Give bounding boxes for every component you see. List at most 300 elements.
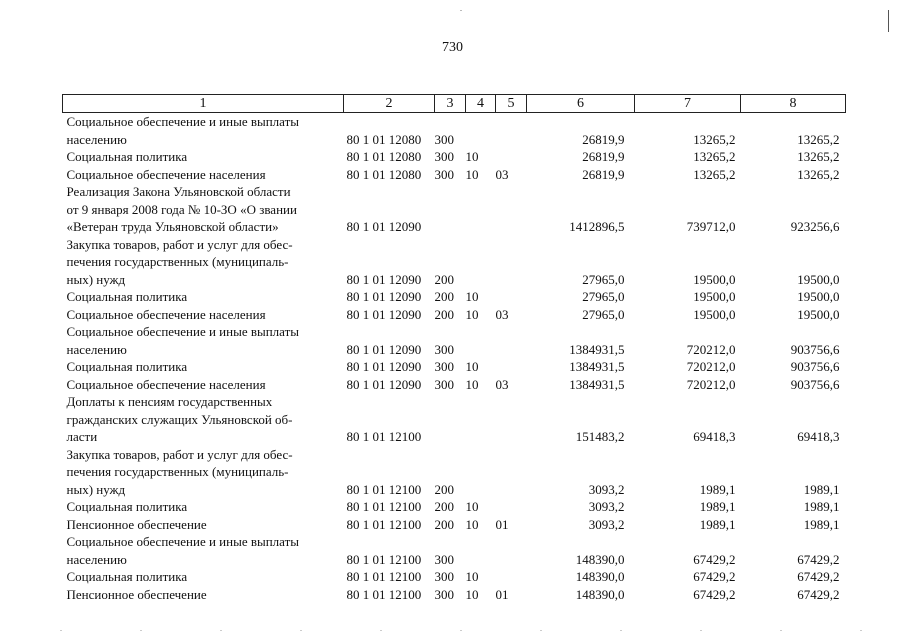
row-expense-type-cell xyxy=(435,288,466,306)
row-value-col7-cell xyxy=(635,166,741,184)
row-value-col7-cell xyxy=(635,393,741,446)
row-expense-type-cell xyxy=(435,533,466,568)
row-value-col6-text: 148390,0 xyxy=(575,569,625,584)
row-name-cell xyxy=(63,586,344,604)
row-name-cell xyxy=(63,183,344,236)
row-subsection-text xyxy=(496,288,527,306)
table-row xyxy=(63,568,846,586)
row-value-col6-cell xyxy=(527,393,635,446)
row-value-col8-text: 19500,0 xyxy=(797,271,840,287)
row-subsection-cell xyxy=(496,498,527,516)
row-expense-type-cell xyxy=(435,183,466,236)
table-row xyxy=(63,376,846,394)
row-subsection-text xyxy=(496,358,527,376)
row-value-col8-text: 13265,2 xyxy=(797,149,840,164)
row-subsection-text xyxy=(496,218,527,236)
row-name-cell xyxy=(63,166,344,184)
row-section-cell xyxy=(466,236,496,289)
row-value-col7-cell xyxy=(635,183,741,236)
row-section-cell xyxy=(466,358,496,376)
row-value-col6-text: 148390,0 xyxy=(575,586,625,602)
row-name-line: от 9 января 2008 года № 10-ЗО «О звании xyxy=(66,201,297,217)
budget-table xyxy=(62,94,846,603)
row-value-col6-text: 148390,0 xyxy=(575,551,625,567)
page-number: 730 xyxy=(442,40,463,55)
row-value-col8-cell xyxy=(741,166,846,184)
table-row xyxy=(63,183,846,236)
row-value-col7-text: 19500,0 xyxy=(693,289,736,304)
row-expense-type-text: 200 xyxy=(434,516,454,532)
row-expense-type-text: 200 xyxy=(434,289,454,304)
row-code-cell xyxy=(344,498,435,516)
row-subsection-cell xyxy=(496,586,527,604)
row-expense-type-cell xyxy=(435,568,466,586)
row-value-col6-cell xyxy=(527,306,635,324)
row-value-col7-cell xyxy=(635,498,741,516)
scan-artifact-top xyxy=(0,10,905,11)
row-expense-type-text: 300 xyxy=(434,131,454,147)
row-subsection-text: 03 xyxy=(495,166,509,182)
row-subsection-cell xyxy=(496,393,527,446)
row-value-col6-text: 27965,0 xyxy=(582,289,625,304)
row-subsection-cell xyxy=(496,446,527,499)
row-value-col6-text: 3093,2 xyxy=(588,516,625,532)
header-col-4: 4 xyxy=(466,95,496,113)
row-value-col6-text: 151483,2 xyxy=(575,429,625,444)
row-value-col8-cell xyxy=(741,516,846,534)
row-value-col8-cell xyxy=(741,183,846,236)
row-code-text: 80 1 01 12090 xyxy=(346,219,422,234)
header-col-2: 2 xyxy=(344,95,435,113)
row-value-col6-text: 27965,0 xyxy=(582,271,625,287)
row-section-cell xyxy=(466,166,496,184)
row-value-col8-cell xyxy=(741,288,846,306)
row-expense-type-text: 300 xyxy=(434,586,454,602)
row-subsection-text xyxy=(496,148,527,166)
row-code-text: 80 1 01 12080 xyxy=(346,149,422,164)
row-code-cell xyxy=(344,148,435,166)
row-name-line: населению xyxy=(66,131,127,147)
row-subsection-cell xyxy=(496,113,527,149)
row-name-line: Социальное обеспечение населения xyxy=(66,166,266,182)
row-value-col7-cell xyxy=(635,236,741,289)
row-value-col8-text: 69418,3 xyxy=(797,429,840,444)
row-value-col8-cell xyxy=(741,113,846,149)
row-value-col8-cell xyxy=(741,568,846,586)
row-name-line: ласти xyxy=(66,429,98,444)
header-col-6: 6 xyxy=(527,95,635,113)
row-code-cell xyxy=(344,323,435,358)
row-value-col8-cell xyxy=(741,236,846,289)
row-expense-type-cell xyxy=(435,516,466,534)
row-section-text: 10 xyxy=(465,166,479,182)
row-name-line: населению xyxy=(66,551,127,567)
row-code-cell xyxy=(344,183,435,236)
row-value-col7-cell xyxy=(635,586,741,604)
row-subsection-text: 03 xyxy=(495,376,509,392)
row-name-line: «Ветеран труда Ульяновской области» xyxy=(66,219,279,234)
row-name-line: печения государственных (муниципаль- xyxy=(66,254,289,269)
row-value-col8-text: 19500,0 xyxy=(797,289,840,304)
row-section-cell xyxy=(466,533,496,568)
row-name-cell xyxy=(63,323,344,358)
row-name-line: ных) нужд xyxy=(66,481,126,497)
row-section-text: 10 xyxy=(465,499,479,514)
row-subsection-cell xyxy=(496,568,527,586)
row-subsection-text xyxy=(496,568,527,586)
row-value-col7-cell xyxy=(635,516,741,534)
row-value-col6-cell xyxy=(527,358,635,376)
row-subsection-cell xyxy=(496,516,527,534)
row-value-col6-cell xyxy=(527,323,635,358)
row-section-cell xyxy=(466,446,496,499)
row-name-line: Закупка товаров, работ и услуг для обес- xyxy=(66,446,293,462)
row-name-line: Закупка товаров, работ и услуг для обес- xyxy=(66,236,293,252)
row-expense-type-text: 300 xyxy=(434,149,454,164)
row-value-col7-cell xyxy=(635,376,741,394)
row-section-cell xyxy=(466,586,496,604)
row-section-text xyxy=(466,218,496,236)
row-name-cell xyxy=(63,113,344,149)
row-name-cell xyxy=(63,568,344,586)
row-value-col7-text: 720212,0 xyxy=(686,376,736,392)
row-value-col7-text: 69418,3 xyxy=(693,429,736,444)
row-code-cell xyxy=(344,446,435,499)
row-name-line: Доплаты к пенсиям государственных xyxy=(66,394,273,409)
row-name-cell xyxy=(63,516,344,534)
row-value-col8-text: 903756,6 xyxy=(790,341,840,357)
row-value-col8-text: 923256,6 xyxy=(790,219,840,234)
table-row xyxy=(63,113,846,149)
row-expense-type-text: 200 xyxy=(434,271,454,287)
row-expense-type-text: 200 xyxy=(434,306,454,322)
row-code-cell xyxy=(344,166,435,184)
row-code-text: 80 1 01 12100 xyxy=(346,551,422,567)
header-col-1: 1 xyxy=(63,95,344,113)
row-value-col8-cell xyxy=(741,148,846,166)
row-value-col7-cell xyxy=(635,113,741,149)
row-name-line: Социальное обеспечение и иные выплаты xyxy=(66,114,300,129)
row-code-text: 80 1 01 12100 xyxy=(346,586,422,602)
row-expense-type-text: 300 xyxy=(434,341,454,357)
row-subsection-cell xyxy=(496,166,527,184)
row-section-cell xyxy=(466,148,496,166)
row-value-col8-text: 19500,0 xyxy=(797,306,840,322)
row-value-col7-cell xyxy=(635,568,741,586)
row-section-cell xyxy=(466,306,496,324)
row-value-col7-text: 1989,1 xyxy=(699,516,736,532)
row-value-col8-cell xyxy=(741,446,846,499)
row-expense-type-text xyxy=(435,218,466,236)
table-row xyxy=(63,323,846,358)
row-value-col8-text: 903756,6 xyxy=(790,376,840,392)
row-value-col8-cell xyxy=(741,306,846,324)
row-code-cell xyxy=(344,393,435,446)
row-value-col7-text: 67429,2 xyxy=(693,569,736,584)
row-name-line: гражданских служащих Ульяновской об- xyxy=(66,411,293,427)
row-code-text: 80 1 01 12100 xyxy=(346,429,422,444)
row-expense-type-cell xyxy=(435,306,466,324)
row-value-col6-cell xyxy=(527,568,635,586)
row-section-text: 10 xyxy=(465,306,479,322)
row-section-cell xyxy=(466,376,496,394)
row-expense-type-cell xyxy=(435,166,466,184)
row-name-cell xyxy=(63,446,344,499)
row-value-col7-cell xyxy=(635,306,741,324)
row-section-cell xyxy=(466,393,496,446)
row-value-col7-text: 1989,1 xyxy=(699,499,736,514)
row-subsection-cell xyxy=(496,533,527,568)
table-row xyxy=(63,393,846,446)
row-value-col7-text: 13265,2 xyxy=(693,149,736,164)
header-col-7: 7 xyxy=(635,95,741,113)
table-row xyxy=(63,498,846,516)
row-value-col7-cell xyxy=(635,358,741,376)
header-col-5: 5 xyxy=(496,95,527,113)
row-value-col7-text: 720212,0 xyxy=(686,341,736,357)
row-value-col7-cell xyxy=(635,323,741,358)
row-section-text: 10 xyxy=(465,376,479,392)
row-subsection-text: 01 xyxy=(495,586,509,602)
row-expense-type-text: 300 xyxy=(434,359,454,374)
row-code-text: 80 1 01 12100 xyxy=(346,569,422,584)
row-name-line: Социальная политика xyxy=(66,359,188,374)
row-subsection-text: 01 xyxy=(495,516,509,532)
row-section-cell xyxy=(466,183,496,236)
row-value-col6-cell xyxy=(527,376,635,394)
header-col-3: 3 xyxy=(435,95,466,113)
row-value-col8-text: 1989,1 xyxy=(803,516,840,532)
row-value-col8-cell xyxy=(741,376,846,394)
row-subsection-text xyxy=(496,498,527,516)
row-value-col7-text: 19500,0 xyxy=(693,306,736,322)
scan-corner-mark xyxy=(888,10,889,32)
row-value-col6-text: 1384931,5 xyxy=(569,376,625,392)
row-subsection-cell xyxy=(496,288,527,306)
row-section-text xyxy=(466,481,496,499)
row-subsection-cell xyxy=(496,358,527,376)
row-value-col6-cell xyxy=(527,586,635,604)
row-code-text: 80 1 01 12090 xyxy=(346,306,422,322)
row-subsection-cell xyxy=(496,376,527,394)
row-value-col6-cell xyxy=(527,183,635,236)
table-row xyxy=(63,306,846,324)
row-code-cell xyxy=(344,358,435,376)
row-section-text: 10 xyxy=(465,586,479,602)
row-subsection-text: 03 xyxy=(495,306,509,322)
table-row xyxy=(63,288,846,306)
row-value-col6-text: 26819,9 xyxy=(582,166,625,182)
table-row xyxy=(63,533,846,568)
header-col-8: 8 xyxy=(741,95,846,113)
table-row xyxy=(63,148,846,166)
table-row xyxy=(63,586,846,604)
row-name-cell xyxy=(63,376,344,394)
row-name-line: Реализация Закона Ульяновской области xyxy=(66,184,291,199)
row-expense-type-cell xyxy=(435,376,466,394)
row-name-line: населению xyxy=(66,341,127,357)
row-value-col8-cell xyxy=(741,393,846,446)
row-subsection-text xyxy=(496,341,527,359)
row-name-line: Социальная политика xyxy=(66,289,188,304)
table-row xyxy=(63,236,846,289)
row-code-cell xyxy=(344,568,435,586)
row-value-col6-text: 1384931,5 xyxy=(569,341,625,357)
row-name-line: Социальная политика xyxy=(66,569,188,584)
row-code-text: 80 1 01 12090 xyxy=(346,341,422,357)
row-value-col8-text: 67429,2 xyxy=(797,586,840,602)
row-expense-type-text xyxy=(435,428,466,446)
row-expense-type-text: 200 xyxy=(434,499,454,514)
row-value-col6-cell xyxy=(527,498,635,516)
row-code-cell xyxy=(344,586,435,604)
row-name-cell xyxy=(63,358,344,376)
row-expense-type-text: 300 xyxy=(434,166,454,182)
row-code-text: 80 1 01 12090 xyxy=(346,289,422,304)
row-section-cell xyxy=(466,516,496,534)
row-code-cell xyxy=(344,533,435,568)
row-value-col6-text: 1384931,5 xyxy=(569,359,625,374)
row-name-cell xyxy=(63,498,344,516)
row-name-line: Социальное обеспечение и иные выплаты xyxy=(66,534,300,549)
row-name-line: Пенсионное обеспечение xyxy=(66,586,207,602)
row-subsection-text xyxy=(496,428,527,446)
row-name-line: ных) нужд xyxy=(66,271,126,287)
row-section-text xyxy=(466,271,496,289)
row-expense-type-cell xyxy=(435,113,466,149)
row-value-col8-text: 1989,1 xyxy=(803,481,840,497)
table-row xyxy=(63,358,846,376)
row-value-col6-text: 27965,0 xyxy=(582,306,625,322)
row-subsection-text xyxy=(496,481,527,499)
row-code-cell xyxy=(344,236,435,289)
row-expense-type-cell xyxy=(435,446,466,499)
row-value-col8-text: 903756,6 xyxy=(790,359,840,374)
row-name-line: Социальная политика xyxy=(66,499,188,514)
row-name-line: Социальное обеспечение и иные выплаты xyxy=(66,324,300,339)
row-value-col7-text: 739712,0 xyxy=(686,219,736,234)
row-code-text: 80 1 01 12090 xyxy=(346,376,422,392)
row-value-col8-cell xyxy=(741,586,846,604)
row-value-col6-cell xyxy=(527,236,635,289)
row-value-col7-text: 67429,2 xyxy=(693,551,736,567)
row-section-cell xyxy=(466,323,496,358)
row-code-text: 80 1 01 12090 xyxy=(346,359,422,374)
row-section-cell xyxy=(466,113,496,149)
row-code-cell xyxy=(344,516,435,534)
row-section-cell xyxy=(466,568,496,586)
row-section-text: 10 xyxy=(465,149,479,164)
row-value-col8-cell xyxy=(741,358,846,376)
row-subsection-cell xyxy=(496,148,527,166)
row-value-col7-cell xyxy=(635,446,741,499)
row-subsection-cell xyxy=(496,183,527,236)
row-expense-type-cell xyxy=(435,586,466,604)
row-name-cell xyxy=(63,236,344,289)
row-subsection-cell xyxy=(496,306,527,324)
row-value-col7-cell xyxy=(635,288,741,306)
row-value-col7-text: 720212,0 xyxy=(686,359,736,374)
row-value-col6-text: 1412896,5 xyxy=(569,219,625,234)
row-code-text: 80 1 01 12080 xyxy=(346,166,422,182)
row-value-col6-cell xyxy=(527,288,635,306)
row-value-col6-text: 26819,9 xyxy=(582,131,625,147)
row-name-line: Пенсионное обеспечение xyxy=(66,516,207,532)
row-value-col7-text: 67429,2 xyxy=(693,586,736,602)
row-name-cell xyxy=(63,533,344,568)
row-expense-type-cell xyxy=(435,393,466,446)
row-code-text: 80 1 01 12100 xyxy=(346,516,422,532)
row-section-text: 10 xyxy=(465,359,479,374)
row-name-cell xyxy=(63,306,344,324)
row-expense-type-cell xyxy=(435,148,466,166)
row-value-col8-text: 1989,1 xyxy=(803,499,840,514)
row-name-cell xyxy=(63,148,344,166)
row-subsection-text xyxy=(496,131,527,149)
row-value-col6-cell xyxy=(527,446,635,499)
scan-artifact-bottom xyxy=(0,630,905,631)
row-value-col8-cell xyxy=(741,533,846,568)
row-section-text xyxy=(466,428,496,446)
row-name-cell xyxy=(63,393,344,446)
row-name-line: Социальная политика xyxy=(66,149,188,164)
row-value-col7-text: 1989,1 xyxy=(699,481,736,497)
row-name-line: Социальное обеспечение населения xyxy=(66,306,266,322)
row-value-col6-text: 3093,2 xyxy=(588,481,625,497)
row-code-cell xyxy=(344,288,435,306)
row-section-text xyxy=(466,341,496,359)
row-value-col8-text: 67429,2 xyxy=(797,569,840,584)
row-subsection-cell xyxy=(496,236,527,289)
row-value-col6-cell xyxy=(527,166,635,184)
row-value-col8-text: 67429,2 xyxy=(797,551,840,567)
row-value-col7-text: 13265,2 xyxy=(693,131,736,147)
row-expense-type-cell xyxy=(435,236,466,289)
row-value-col7-text: 19500,0 xyxy=(693,271,736,287)
row-name-cell xyxy=(63,288,344,306)
row-expense-type-text: 300 xyxy=(434,551,454,567)
row-value-col6-cell xyxy=(527,516,635,534)
row-code-cell xyxy=(344,306,435,324)
row-value-col6-text: 26819,9 xyxy=(582,149,625,164)
row-value-col6-text: 3093,2 xyxy=(588,499,625,514)
row-subsection-text xyxy=(496,271,527,289)
row-name-line: Социальное обеспечение населения xyxy=(66,376,266,392)
row-value-col7-cell xyxy=(635,533,741,568)
row-expense-type-cell xyxy=(435,358,466,376)
table-row xyxy=(63,446,846,499)
row-value-col8-cell xyxy=(741,323,846,358)
row-value-col6-cell xyxy=(527,148,635,166)
row-section-text: 10 xyxy=(465,516,479,532)
row-value-col8-text: 13265,2 xyxy=(797,166,840,182)
row-value-col7-cell xyxy=(635,148,741,166)
row-expense-type-cell xyxy=(435,323,466,358)
row-expense-type-text: 300 xyxy=(434,376,454,392)
row-expense-type-text: 300 xyxy=(434,569,454,584)
row-section-text xyxy=(466,551,496,569)
row-value-col6-cell xyxy=(527,533,635,568)
row-section-text: 10 xyxy=(465,569,479,584)
row-section-cell xyxy=(466,288,496,306)
row-value-col8-text: 13265,2 xyxy=(797,131,840,147)
row-value-col7-text: 13265,2 xyxy=(693,166,736,182)
row-value-col6-cell xyxy=(527,113,635,149)
row-expense-type-cell xyxy=(435,498,466,516)
row-section-text: 10 xyxy=(465,289,479,304)
row-code-text: 80 1 01 12100 xyxy=(346,499,422,514)
row-subsection-cell xyxy=(496,323,527,358)
